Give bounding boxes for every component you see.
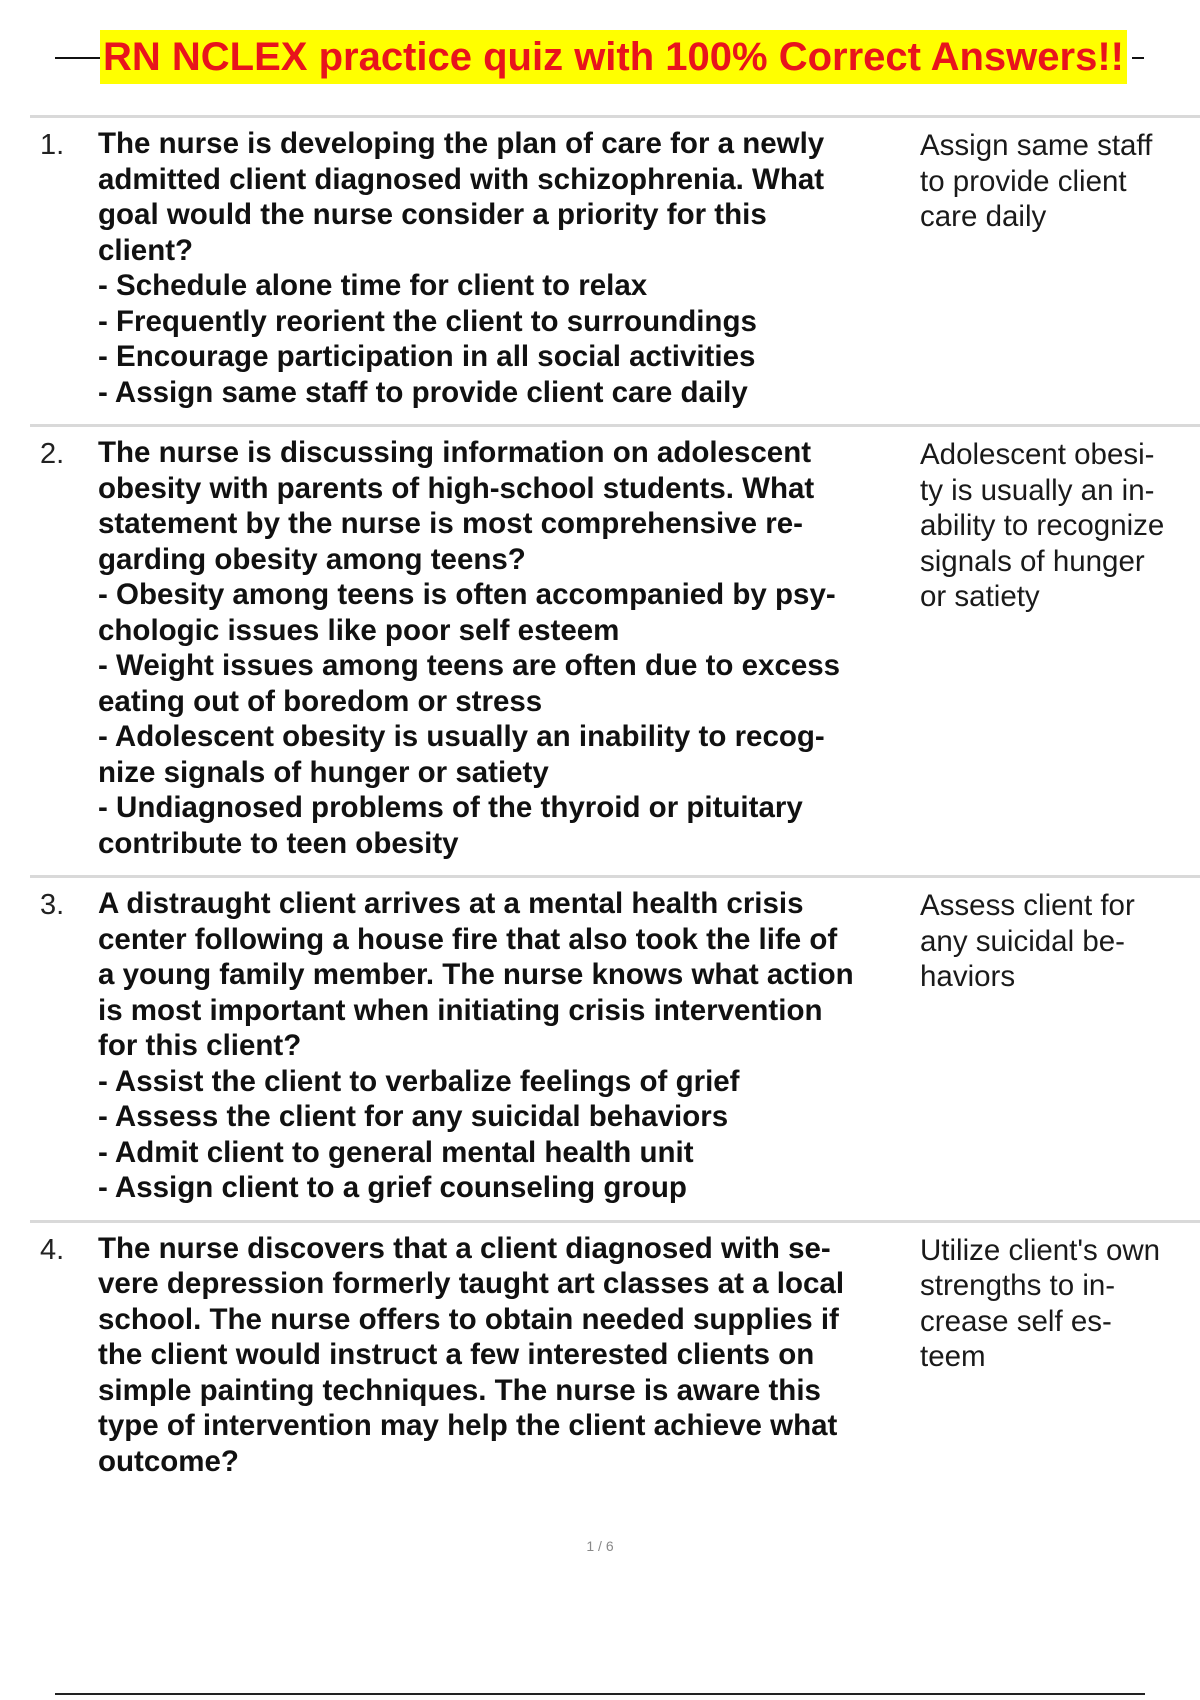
question-line: the client would instruct a few interested clients on — [98, 1338, 815, 1371]
question-line: statement by the nurse is most comprehensive re- — [98, 507, 803, 540]
option-line: - Schedule alone time for client to relax — [98, 269, 648, 302]
page-title: RN NCLEX practice quiz with 100% Correct Answers!! — [100, 30, 1127, 84]
question-line: The nurse is discussing information on adolescent — [98, 436, 812, 469]
answer-line: Utilize client's own — [920, 1233, 1161, 1267]
question-line: client? — [98, 233, 194, 267]
answer-line: haviors — [920, 960, 1016, 993]
question-number: 4. — [40, 1233, 65, 1266]
answer-line: ty is usually an in- — [920, 473, 1155, 507]
option-line: eating out of boredom or stress — [98, 684, 543, 718]
answer-line: Adolescent obesi- — [920, 438, 1155, 471]
question-text — [98, 126, 928, 410]
question-line: school. The nurse offers to obtain needed supplies if — [98, 1302, 839, 1336]
option-line: nize signals of hunger or satiety — [98, 755, 549, 789]
option-line: - Assist the client to verbalize feelings of grief — [98, 1064, 740, 1098]
answer-line: or satiety — [920, 580, 1040, 613]
answer-line: Assess client for — [920, 889, 1135, 922]
answer-text — [920, 888, 1200, 995]
qa-item-1 — [30, 115, 1200, 424]
question-line: is most important when initiating crisis intervention — [98, 993, 823, 1027]
option-line: - Admit client to general mental health unit — [98, 1135, 694, 1169]
question-line: obesity with parents of high-school students. What — [98, 471, 815, 505]
option-line: - Encourage participation in all social activities — [98, 340, 756, 373]
qa-list — [30, 115, 1200, 1493]
answer-text — [920, 1233, 1200, 1375]
question-line: A distraught client arrives at a mental health crisis — [98, 887, 804, 920]
option-line: - Weight issues among teens are often due to excess — [98, 649, 841, 682]
question-line: a young family member. The nurse knows what action — [98, 958, 854, 991]
answer-line: ability to recognize — [920, 509, 1165, 542]
answer-line: Assign same staff — [920, 129, 1153, 162]
question-line: admitted client diagnosed with schizophrenia. What — [98, 162, 825, 196]
answer-line: signals of hunger — [920, 544, 1145, 578]
option-line: - Adolescent obesity is usually an inability to recog- — [98, 720, 825, 753]
question-line: outcome? — [98, 1444, 239, 1478]
option-line: contribute to teen obesity — [98, 826, 459, 860]
answer-line: strengths to in- — [920, 1269, 1116, 1302]
question-text — [98, 886, 928, 1206]
question-line: for this client? — [98, 1029, 302, 1062]
answer-text — [920, 437, 1200, 615]
question-line: goal would the nurse consider a priority for this — [98, 198, 767, 231]
question-line: The nurse is developing the plan of care for a newly — [98, 127, 825, 160]
option-line: - Frequently reorient the client to surroundings — [98, 304, 757, 338]
question-line: The nurse discovers that a client diagnosed with se- — [98, 1231, 831, 1265]
bottom-divider — [55, 1693, 1145, 1695]
question-text — [98, 1231, 928, 1480]
question-line: center following a house fire that also took the life of — [98, 922, 838, 956]
qa-item-3 — [30, 875, 1200, 1220]
option-line: chologic issues like poor self esteem — [98, 613, 620, 647]
qa-item-2 — [30, 424, 1200, 875]
question-text — [98, 435, 928, 861]
answer-line: to provide client — [920, 164, 1127, 198]
option-line: - Assess the client for any suicidal behaviors — [98, 1100, 729, 1133]
question-line: type of intervention may help the client achieve what — [98, 1409, 838, 1442]
title-dash-left — [55, 57, 100, 59]
answer-line: any suicidal be- — [920, 924, 1125, 958]
answer-line: crease self es- — [920, 1304, 1112, 1338]
question-line: garding obesity among teens? — [98, 542, 526, 576]
option-line: - Assign same staff to provide client care daily — [98, 375, 748, 409]
question-number: 3. — [40, 889, 65, 921]
option-line: - Assign client to a grief counseling group — [98, 1171, 687, 1204]
answer-text — [920, 128, 1200, 235]
question-line: simple painting techniques. The nurse is aware this — [98, 1373, 821, 1407]
page-indicator: 1 / 6 — [586, 1538, 614, 1554]
title-bar — [55, 30, 1145, 84]
answer-line: care daily — [920, 200, 1047, 233]
option-line: - Obesity among teens is often accompanied by psy- — [98, 578, 836, 611]
title-dash-right — [1132, 57, 1144, 59]
answer-line: teem — [920, 1340, 986, 1373]
question-number: 2. — [40, 438, 65, 470]
question-line: vere depression formerly taught art classes at a local — [98, 1267, 845, 1300]
question-number: 1. — [40, 129, 65, 161]
option-line: - Undiagnosed problems of the thyroid or pituitary — [98, 791, 803, 824]
qa-item-4 — [30, 1220, 1200, 1494]
